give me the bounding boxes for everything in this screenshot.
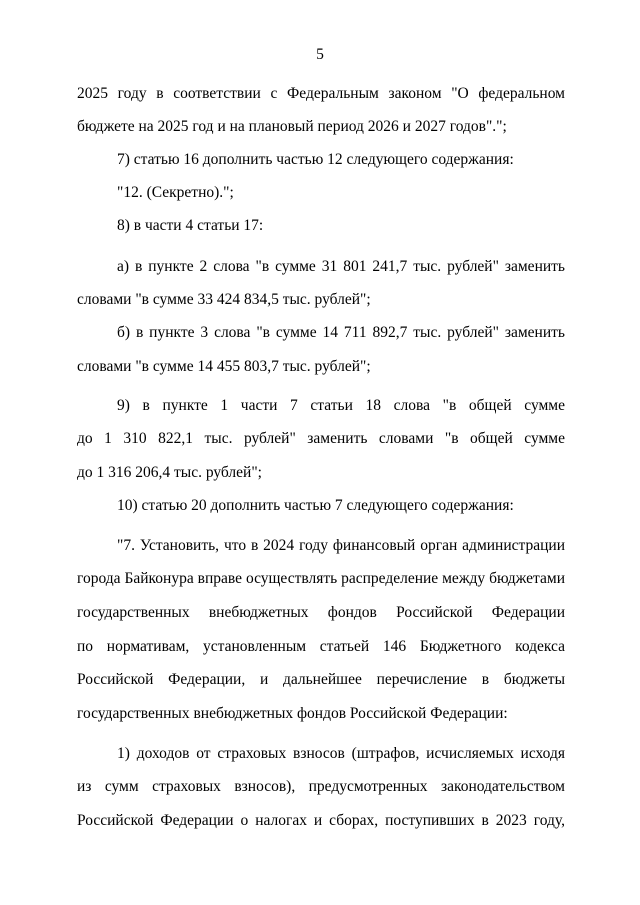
text-line: бюджете на 2025 год и на плановый период 2026 и 2027 годов".";: [77, 118, 507, 135]
text-line: 9) в пункте 1 части 7 статьи 18 слова "в общей сумме: [117, 397, 565, 414]
text-line: 7) статью 16 дополнить частью 12 следующего содержания:: [117, 151, 514, 168]
text-line: государственных внебюджетных фондов Российской Федерации: [77, 604, 565, 621]
text-line: города Байконура вправе осуществлять распределение между бюджетами: [77, 570, 565, 587]
text-line: а) в пункте 2 слова "в сумме 31 801 241,7 тыс. рублей" заменить: [117, 258, 565, 275]
text-line: Российской Федерации, и дальнейшее перечисление в бюджеты: [77, 671, 565, 688]
text-line: из сумм страховых взносов), предусмотренных законодательством: [77, 778, 565, 795]
text-line: 1) доходов от страховых взносов (штрафов, исчисляемых исходя: [117, 745, 565, 762]
text-line: до 1 310 822,1 тыс. рублей" заменить словами "в общей сумме: [77, 430, 565, 447]
text-line: словами "в сумме 14 455 803,7 тыс. рублей";: [77, 358, 371, 375]
text-line: "7. Установить, что в 2024 году финансовый орган администрации: [117, 537, 565, 554]
page-number: 5: [316, 46, 324, 63]
text-line: 10) статью 20 дополнить частью 7 следующего содержания:: [117, 497, 514, 514]
text-line: Российской Федерации о налогах и сборах, поступивших в 2023 году,: [77, 812, 565, 829]
text-line: до 1 316 206,4 тыс. рублей";: [77, 464, 262, 481]
text-line: 2025 году в соответствии с Федеральным законом "О федеральном: [77, 85, 565, 102]
text-line: "12. (Секретно).";: [117, 184, 234, 201]
text-line: 8) в части 4 статьи 17:: [117, 217, 264, 234]
text-line: государственных внебюджетных фондов Российской Федерации:: [77, 705, 508, 722]
text-line: словами "в сумме 33 424 834,5 тыс. рублей";: [77, 291, 371, 308]
text-line: по нормативам, установленным статьей 146 Бюджетного кодекса: [77, 638, 565, 655]
text-line: б) в пункте 3 слова "в сумме 14 711 892,7 тыс. рублей" заменить: [117, 324, 565, 341]
